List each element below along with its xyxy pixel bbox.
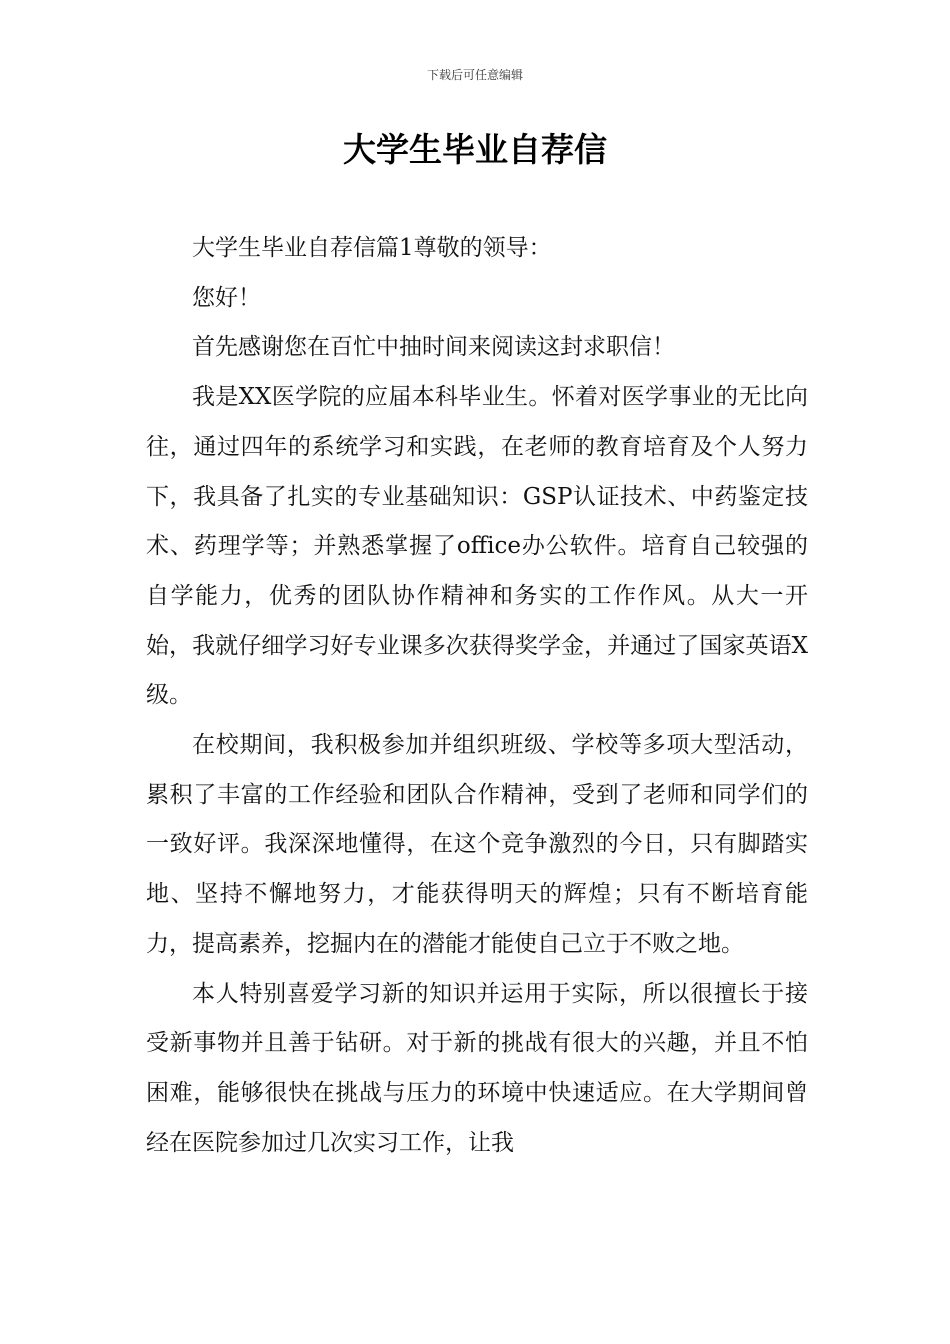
header-note: 下载后可任意编辑 xyxy=(426,68,523,82)
document-title: 大学生毕业自荐信 xyxy=(343,130,607,169)
paragraph-introduction: 我是XX医学院的应届本科毕业生。怀着对医学事业的无比向往，通过四年的系统学习和实践，在老师的教育培育及个人努力下，我具备了扎实的专业基础知识：GSP认证技术、中药鉴定技术、药理学等；并熟悉掌握了office办公软件。培育自己较强的自学能力，优秀的团队协作精神和务实的工作作风。从大一开始，我就仔细学习好专业课多次获得奖学金，并通过了国家英语X级。 xyxy=(146,384,808,709)
paragraph-school-activities: 在校期间，我积极参加并组织班级、学校等多项大型活动，累积了丰富的工作经验和团队合作精神，受到了老师和同学们的一致好评。我深深地懂得，在这个竞争激烈的今日，只有脚踏实地、坚持不懈地努力，才能获得明天的辉煌；只有不断培育能力，提高素养，挖掘内在的潜能才能使自己立于不败之地。 xyxy=(146,732,808,957)
document-body xyxy=(146,224,808,1168)
paragraph-thanks: 首先感谢您在百忙中抽时间来阅读这封求职信！ xyxy=(192,334,675,361)
paragraph-salutation: 大学生毕业自荐信篇1尊敬的领导： xyxy=(192,235,552,261)
paragraph-greeting: 您好！ xyxy=(192,284,261,311)
paragraph-learning-ability: 本人特别喜爱学习新的知识并运用于实际，所以很擅长于接受新事物并且善于钻研。对于新的挑战有很大的兴趣，并且不怕困难，能够很快在挑战与压力的环境中快速适应。在大学期间曾经在医院参加过几次实习工作，让我 xyxy=(146,980,808,1156)
